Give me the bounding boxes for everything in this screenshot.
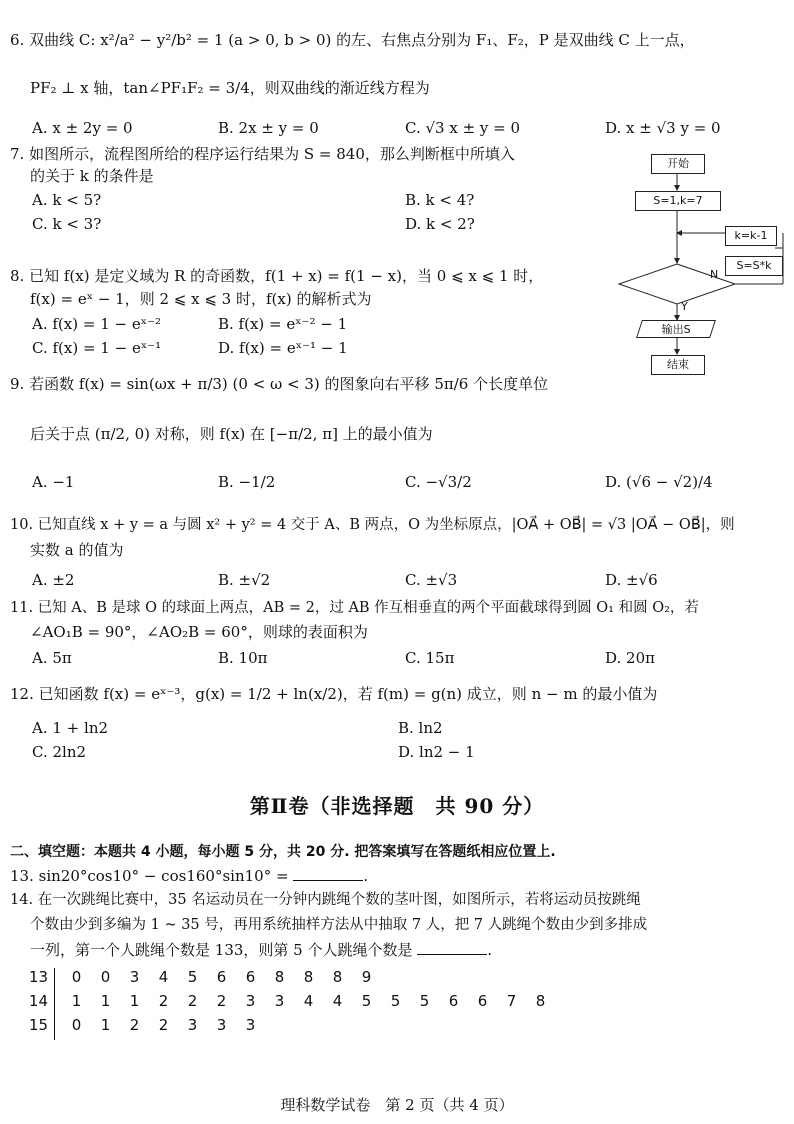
q7-option-d: D. k < 2? (405, 215, 475, 233)
q7-line2: 的关于 k 的条件是 (30, 167, 154, 185)
flowchart-output (636, 320, 716, 338)
q13-question: 13. sin20°cos10° − cos160°sin10° = (10, 867, 289, 885)
leaf: 6 (448, 992, 459, 1010)
leaf: 0 (71, 968, 82, 986)
q13-text (10, 866, 368, 886)
q11-option-d: D. 20π (605, 649, 655, 667)
flowchart-multiply: S=S*k (725, 256, 783, 276)
q10-line2: 实数 a 的值为 (30, 541, 124, 559)
leaf: 5 (187, 968, 198, 986)
flowchart-end: 结束 (651, 355, 705, 375)
stem-value: 13 (28, 968, 48, 986)
leaf: 8 (303, 968, 314, 986)
q10-option-b: B. ±√2 (218, 571, 271, 589)
q14-line3-wrap (30, 940, 492, 960)
q7-option-b: B. k < 4? (405, 191, 475, 209)
flowchart-decrement: k=k-1 (725, 226, 777, 246)
leaf: 3 (216, 1016, 227, 1034)
leaf: 2 (187, 992, 198, 1010)
q11-line1: 11. 已知 A、B 是球 O 的球面上两点，AB = 2，过 AB 作互相垂直的两个平面截球得到圆 O₁ 和圆 O₂，若 (10, 600, 699, 616)
leaf: 2 (158, 1016, 169, 1034)
q7-line1: 7. 如图所示，流程图所给的程序运行结果为 S = 840，那么判断框中所填入 (10, 145, 515, 163)
q9-option-a: A. −1 (32, 473, 75, 491)
flowchart-init: S=1,k=7 (635, 191, 721, 211)
q10-line1: 10. 已知直线 x + y = a 与圆 x² + y² = 4 交于 A、B 两点，O 为坐标原点，|OA⃗ + OB⃗| = √3 |OA⃗ − OB⃗|，则 (10, 517, 735, 533)
q9-line1: 9. 若函数 f(x) = sin(ωx + π/3) (0 < ω < 3) 的图象向右平移 5π/6 个长度单位 (10, 375, 549, 393)
q6-line1: 6. 双曲线 C: x²/a² − y²/b² = 1 (a > 0, b > 0) 的左、右焦点分别为 F₁、F₂，P 是双曲线 C 上一点， (10, 31, 695, 49)
q12-option-a: A. 1 + ln2 (32, 719, 109, 737)
q9-option-b: B. −1/2 (218, 473, 276, 491)
leaf: 2 (129, 1016, 140, 1034)
leaf: 0 (100, 968, 111, 986)
leaf: 2 (158, 992, 169, 1010)
leaf: 3 (129, 968, 140, 986)
leaf: 4 (158, 968, 169, 986)
q13-answer-blank[interactable] (293, 866, 363, 881)
leaf: 3 (245, 992, 256, 1010)
q14-line1: 14. 在一次跳绳比赛中，35 名运动员在一分钟内跳绳个数的茎叶图，如图所示，若将运动员按跳绳 (10, 892, 641, 908)
leaf: 0 (71, 1016, 82, 1034)
section-title: 第Ⅱ卷（非选择题 共 90 分） (249, 794, 545, 818)
leaf: 4 (303, 992, 314, 1010)
q7-option-a: A. k < 5? (32, 191, 102, 209)
leaf: 2 (216, 992, 227, 1010)
q14-answer-blank[interactable] (417, 940, 487, 955)
q10-option-c: C. ±√3 (405, 571, 458, 589)
q12-line1: 12. 已知函数 f(x) = eˣ⁻³，g(x) = 1/2 + ln(x/2)，若 f(m) = g(n) 成立，则 n − m 的最小值为 (10, 685, 658, 703)
q7-option-c: C. k < 3? (32, 215, 102, 233)
leaf: 7 (506, 992, 517, 1010)
leaf: 1 (71, 992, 82, 1010)
q10-option-d: D. ±√6 (605, 571, 658, 589)
leaf: 9 (361, 968, 372, 986)
q8-option-b: B. f(x) = eˣ⁻² − 1 (218, 315, 348, 333)
q14-line3: 一列，第一个人跳绳个数是 133，则第 5 个人跳绳个数是 (30, 941, 413, 959)
q12-option-d: D. ln2 − 1 (398, 743, 475, 761)
q11-line2: ∠AO₁B = 90°，∠AO₂B = 60°，则球的表面积为 (30, 623, 368, 641)
q6-option-a: A. x ± 2y = 0 (32, 119, 133, 137)
page-footer: 理科数学试卷 第 2 页（共 4 页） (280, 1096, 514, 1114)
stem-leaf-divider (54, 968, 55, 1040)
leaf: 5 (361, 992, 372, 1010)
leaf: 3 (245, 1016, 256, 1034)
flowchart-start: 开始 (651, 154, 705, 174)
leaf: 4 (332, 992, 343, 1010)
q12-option-b: B. ln2 (398, 719, 443, 737)
q11-option-b: B. 10π (218, 649, 268, 667)
stem-value: 14 (28, 992, 48, 1010)
q8-option-d: D. f(x) = eˣ⁻¹ − 1 (218, 339, 348, 357)
leaf: 1 (100, 992, 111, 1010)
leaf: 1 (129, 992, 140, 1010)
part2-heading: 二、填空题：本题共 4 小题，每小题 5 分，共 20 分. 把答案填写在答题纸相应位置上. (10, 844, 556, 860)
q10-option-a: A. ±2 (32, 571, 75, 589)
flowchart-no-label: N (710, 268, 719, 281)
leaf: 3 (187, 1016, 198, 1034)
q13-end: . (363, 867, 369, 885)
leaf: 1 (100, 1016, 111, 1034)
leaf: 3 (274, 992, 285, 1010)
q12-option-c: C. 2ln2 (32, 743, 87, 761)
leaf: 8 (274, 968, 285, 986)
q6-line2: PF₂ ⊥ x 轴，tan∠PF₁F₂ = 3/4，则双曲线的渐近线方程为 (30, 79, 430, 97)
leaf: 5 (390, 992, 401, 1010)
leaf: 6 (245, 968, 256, 986)
q9-option-d: D. (√6 − √2)/4 (605, 473, 713, 491)
q14-end: . (487, 941, 493, 959)
flowchart-yes-label: Y (681, 300, 688, 313)
q6-option-c: C. √3 x ± y = 0 (405, 119, 521, 137)
q8-line1: 8. 已知 f(x) 是定义域为 R 的奇函数，f(1 + x) = f(1 − x)，当 0 ⩽ x ⩽ 1 时， (10, 267, 544, 285)
q14-line2: 个数由少到多编为 1 ~ 35 号，再用系统抽样方法从中抽取 7 人，把 7 人跳绳个数由少到多排成 (30, 917, 648, 933)
q8-option-c: C. f(x) = 1 − eˣ⁻¹ (32, 339, 162, 357)
leaf: 5 (419, 992, 430, 1010)
q11-option-a: A. 5π (32, 649, 72, 667)
q9-option-c: C. −√3/2 (405, 473, 472, 491)
leaf: 8 (535, 992, 546, 1010)
q11-option-c: C. 15π (405, 649, 455, 667)
q8-option-a: A. f(x) = 1 − eˣ⁻² (32, 315, 162, 333)
flowchart-output-label: 输出S (661, 323, 691, 336)
q6-option-b: B. 2x ± y = 0 (218, 119, 319, 137)
q6-option-d: D. x ± √3 y = 0 (605, 119, 721, 137)
q9-line2: 后关于点 (π/2, 0) 对称，则 f(x) 在 [−π/2, π] 上的最小值为 (30, 425, 433, 443)
leaf: 8 (332, 968, 343, 986)
leaf: 6 (477, 992, 488, 1010)
stem-value: 15 (28, 1016, 48, 1034)
q8-line2: f(x) = eˣ − 1，则 2 ⩽ x ⩽ 3 时，f(x) 的解析式为 (30, 290, 372, 308)
leaf: 6 (216, 968, 227, 986)
